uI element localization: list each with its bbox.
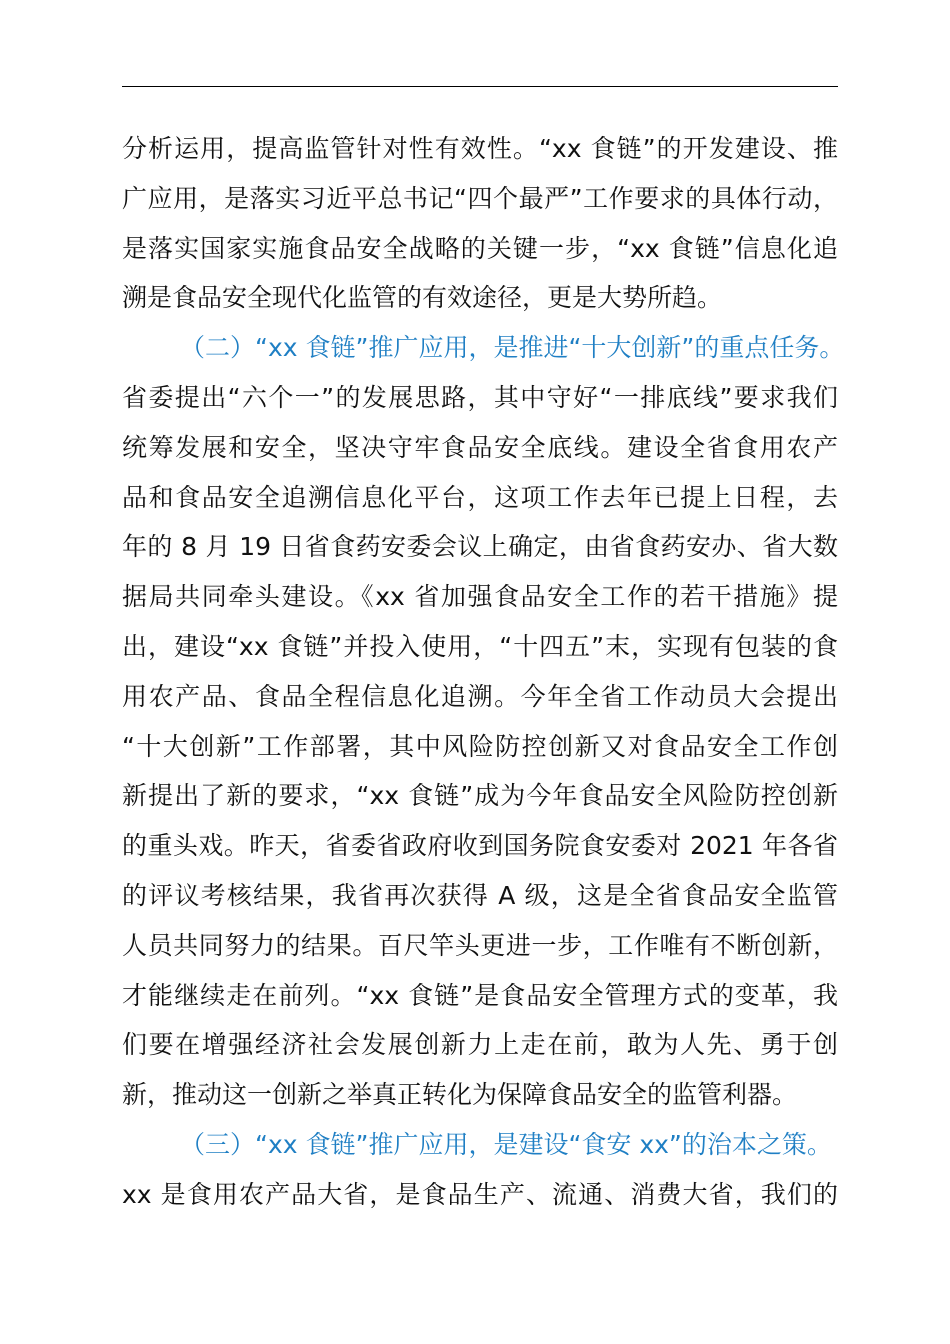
section-heading: （二）“xx 食链”推广应用，是推进“十大创新”的重点任务。: [180, 333, 845, 363]
section-heading: （三）“xx 食链”推广应用，是建设“食安 xx”的治本之策。: [180, 1129, 832, 1159]
paragraph-line: 年的 8 月 19 日省食药安委会议上确定，由省食药安办、省大数: [122, 532, 838, 562]
paragraph-line: 用农产品、食品全程信息化追溯。今年全省工作动员大会提出: [122, 681, 838, 711]
paragraph-line: 广应用，是落实习近平总书记“四个最严”工作要求的具体行动，: [122, 183, 838, 213]
paragraph-line: xx 是食用农产品大省，是食品生产、流通、消费大省，我们的: [122, 1179, 838, 1209]
paragraph-line: 才能继续走在前列。“xx 食链”是食品安全管理方式的变革，我: [122, 980, 838, 1010]
paragraph-line: 的评议考核结果，我省再次获得 A 级，这是全省食品安全监管: [122, 880, 838, 910]
document-body: [122, 124, 845, 1220]
paragraph-line: 品和食品安全追溯信息化平台，这项工作去年已提上日程，去: [122, 482, 838, 512]
paragraph-line: 们要在增强经济社会发展创新力上走在前，敢为人先、勇于创: [122, 1030, 838, 1060]
paragraph-line: 分析运用，提高监管针对性有效性。“xx 食链”的开发建设、推: [122, 134, 838, 163]
paragraph-line: 统筹发展和安全，坚决守牢食品安全底线。建设全省食用农产: [122, 432, 838, 462]
paragraph-line: 人员共同努力的结果。百尺竿头更进一步，工作唯有不断创新，: [122, 930, 838, 960]
paragraph-line: 是落实国家实施食品安全战略的关键一步，“xx 食链”信息化追: [122, 233, 838, 263]
paragraph-line: 的重头戏。昨天，省委省政府收到国务院食安委对 2021 年各省: [122, 831, 838, 861]
paragraph-line: 据局共同牵头建设。《xx 省加强食品安全工作的若干措施》提: [122, 582, 838, 612]
header-rule: [122, 86, 838, 87]
paragraph-line: 新提出了新的要求，“xx 食链”成为今年食品安全风险防控创新: [122, 781, 838, 811]
paragraph-line: 溯是食品安全现代化监管的有效途径，更是大势所趋。: [122, 283, 723, 313]
paragraph-line: 出，建设“xx 食链”并投入使用，“十四五”末，实现有包装的食: [122, 631, 838, 661]
paragraph-line: “十大创新”工作部署，其中风险防控创新又对食品安全工作创: [122, 731, 838, 761]
paragraph-line: 新，推动这一创新之举真正转化为保障食品安全的监管利器。: [122, 1080, 798, 1110]
paragraph-line: 省委提出“六个一”的发展思路，其中守好“一排底线”要求我们: [122, 382, 838, 412]
